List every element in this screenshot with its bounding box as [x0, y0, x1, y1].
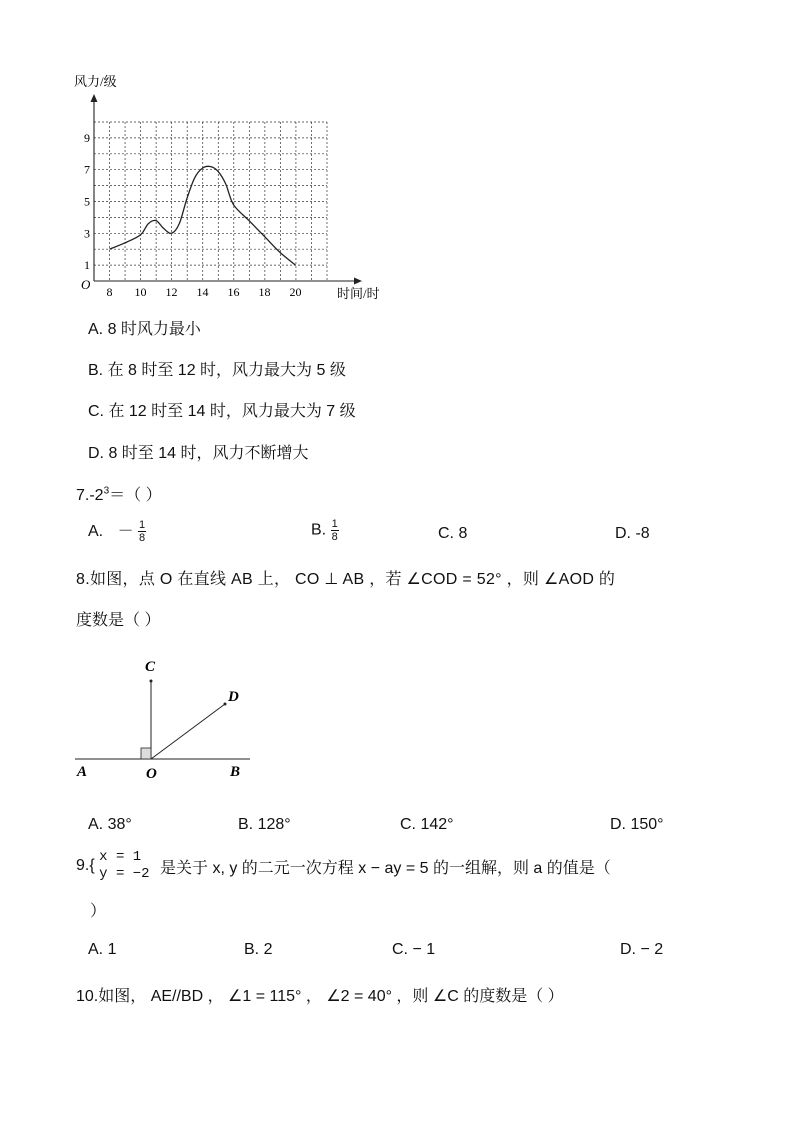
x-tick-label: 14 — [196, 285, 209, 299]
ray-od — [151, 704, 225, 759]
q8-option-c: C. 142° — [400, 816, 454, 833]
q9-eq2: y = −2 — [99, 866, 150, 882]
x-tick-label: 16 — [227, 285, 240, 299]
label-o: O — [146, 766, 157, 782]
q9-option-b: B. 2 — [244, 941, 273, 958]
q7-option-d: D. -8 — [615, 525, 650, 542]
y-axis-arrow — [91, 94, 98, 102]
q9-option-a: A. 1 — [88, 941, 117, 958]
chart-axes — [91, 94, 363, 285]
chart-grid — [94, 122, 327, 281]
q7-a-label: A. — [88, 523, 104, 540]
q6-option-c: C. 在 12 时至 14 时，风力最大为 7 级 — [88, 403, 356, 420]
q7-exponent: 3 — [103, 485, 110, 497]
q10-stem: 10.如图， AE//BD ， ∠1 = 115° ， ∠2 = 40° ，则 ∠C 的度数是（ ） — [76, 988, 564, 1005]
right-angle-mark — [141, 748, 151, 759]
label-c: C — [145, 659, 156, 675]
q9-stem-line1 — [76, 849, 611, 883]
y-tick-label: 9 — [84, 130, 90, 145]
q6-option-b: B. 在 8 时至 12 时，风力最大为 5 级 — [88, 362, 346, 379]
q6-option-a: A. 8 时风力最小 — [88, 321, 201, 338]
y-tick-label: 1 — [84, 258, 90, 273]
x-tick-label: 18 — [258, 285, 271, 299]
x-axis-arrow — [354, 278, 362, 285]
q7-a-fraction: $\frac{1}{8}$ — [139, 519, 146, 545]
q7-b-label: B. — [311, 521, 327, 539]
x-axis-label: 时间/时 — [337, 286, 380, 301]
q7-suffix: ＝（ ） — [109, 487, 162, 504]
q7-option-c: C. 8 — [438, 525, 468, 542]
q7-base: 7.-2 — [76, 487, 104, 504]
label-a: A — [77, 764, 88, 780]
x-tick-label: 12 — [165, 285, 178, 299]
origin-label: O — [81, 277, 91, 292]
q9-eq1: x = 1 — [99, 849, 142, 865]
chart-ticks — [84, 131, 302, 299]
q9-option-c: C. − 1 — [392, 941, 436, 958]
q9-brace: 9.{ — [76, 857, 95, 874]
q8-stem-line1: 8.如图，点 O 在直线 AB 上， CO ⊥ AB ，若 ∠COD = 52° ，则 ∠AOD 的 — [76, 571, 616, 588]
q9-option-d: D. − 2 — [620, 941, 664, 958]
q8-option-b: B. 128° — [238, 816, 291, 833]
y-tick-label: 3 — [84, 226, 90, 241]
q7-option-b — [311, 518, 339, 543]
q8-stem-line2: 度数是（ ） — [76, 612, 161, 629]
q9-stem-line2: ） — [90, 903, 107, 920]
q7-stem — [76, 482, 162, 505]
label-b: B — [230, 764, 241, 780]
wind-force-chart — [70, 70, 400, 306]
q8-option-a: A. 38° — [88, 816, 132, 833]
q9-suffix: 是关于 x, y 的二元一次方程 x − ay = 5 的一组解，则 a 的值是（ — [160, 859, 611, 877]
q8-option-d: D. 150° — [610, 816, 664, 833]
q7-a-sign: － — [117, 523, 134, 540]
x-tick-label: 10 — [134, 285, 147, 299]
q6-option-d: D. 8 时至 14 时，风力不断增大 — [88, 445, 309, 462]
q8-angle-figure — [70, 650, 260, 785]
q7-b-fraction: $\frac{1}{8}$ — [331, 518, 338, 543]
q7-option-a — [88, 518, 146, 544]
y-tick-label: 5 — [84, 194, 90, 209]
x-tick-label: 8 — [106, 285, 113, 299]
y-tick-label: 7 — [84, 162, 90, 177]
y-axis-label: 风力/级 — [74, 74, 117, 89]
x-tick-label: 20 — [289, 285, 302, 299]
label-d: D — [228, 689, 239, 705]
q9-system — [99, 849, 149, 883]
